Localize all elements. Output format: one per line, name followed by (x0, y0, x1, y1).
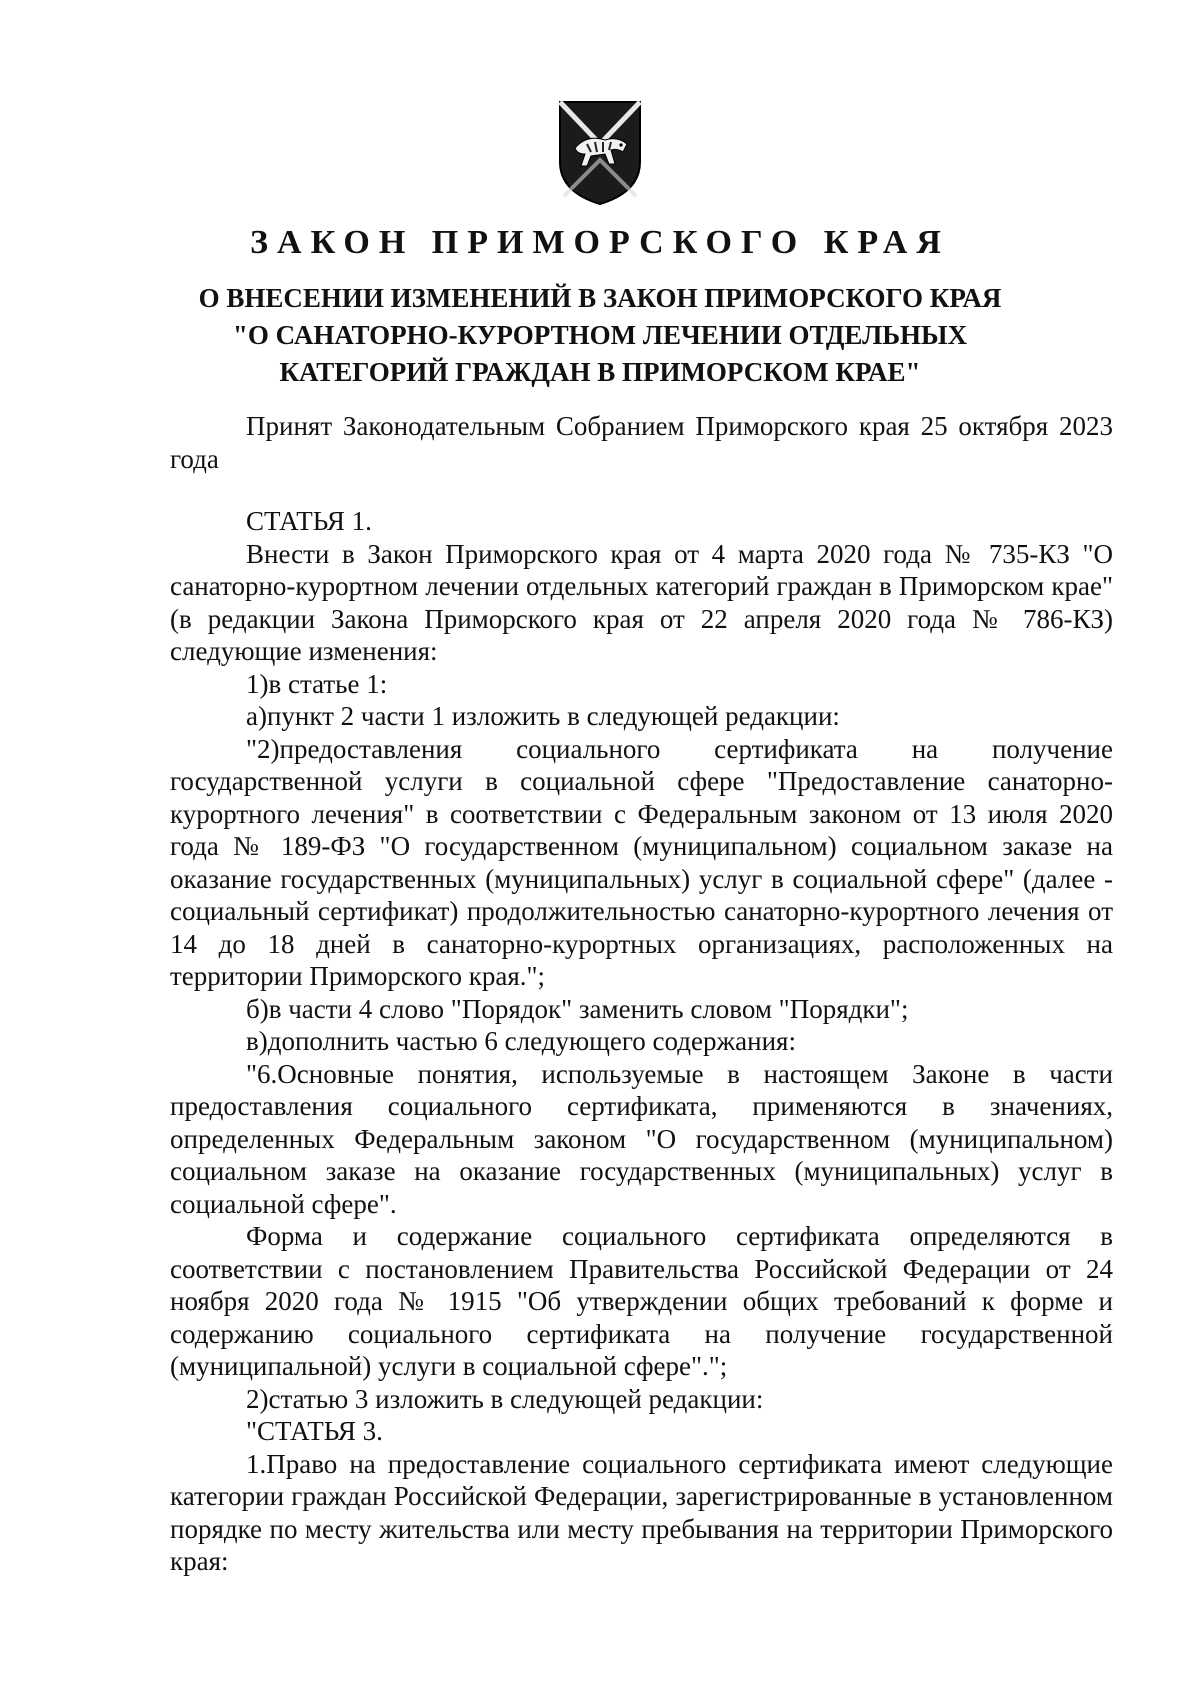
subtitle-line: О ВНЕСЕНИИ ИЗМЕНЕНИЙ В ЗАКОН ПРИМОРСКОГО КРАЯ (198, 283, 1002, 313)
law-title: ЗАКОН ПРИМОРСКОГО КРАЯ (250, 224, 950, 261)
document-body (170, 410, 1113, 1578)
paragraph: 1)в статье 1: (246, 668, 388, 699)
paragraph: а)пункт 2 части 1 изложить в следующей редакции: (246, 701, 840, 731)
paragraph: "6.Основные понятия, используемые в настоящем Законе в части предоставления социального сертификата, применяются в значениях, определенных Федеральным законом "О государственном (муниципальном) социальном заказе на оказание государственных (муниципальных) услуг в социальной сфере". (170, 1058, 1113, 1219)
subtitle-line: КАТЕГОРИЙ ГРАЖДАН В ПРИМОРСКОМ КРАЕ" (279, 357, 921, 387)
paragraph: в)дополнить частью 6 следующего содержания: (246, 1026, 796, 1056)
law-subtitle (0, 280, 1200, 391)
article-heading: СТАТЬЯ 1. (246, 506, 372, 536)
adoption-note: Принят Законодательным Собранием Приморского края 25 октября 2023 года (170, 411, 1113, 474)
article-heading: "СТАТЬЯ 3. (246, 1416, 383, 1446)
paragraph: "2)предоставления социального сертификата на получение государственной услуги в социальной сфере "Предоставление санаторно-курортного лечения" в соответствии с Федеральным законом от 13 июля 2020 года № 189-ФЗ "О государственном (муниципальном) социальном заказе на оказание государственных (муниципальных) услуг в социальной сфере" (далее - социальный сертификат) продолжительностью санаторно-курортного лечения от 14 до 18 дней в санаторно-курортных организациях, расположенных на территории Приморского края."; (170, 733, 1113, 991)
subtitle-line: "О САНАТОРНО-КУРОРТНОМ ЛЕЧЕНИИ ОТДЕЛЬНЫХ (232, 320, 968, 350)
paragraph: Внести в Закон Приморского края от 4 марта 2020 года № 735-КЗ "О санаторно-курортном лечении отдельных категорий граждан в Приморском крае" (в редакции Закона Приморского края от 22 апреля 2020 года № 786-КЗ) следующие изменения: (170, 538, 1113, 666)
paragraph: Форма и содержание социального сертификата определяются в соответствии с постановлением Правительства Российской Федерации от 24 ноября 2020 года № 1915 "Об утверждении общих требований к форме и содержанию социального сертификата на получение государственной (муниципальной) услуги в социальной сфере"."; (170, 1221, 1113, 1381)
coat-of-arms-icon (557, 100, 643, 206)
paragraph: 1.Право на предоставление социального сертификата имеют следующие категории граждан Российской Федерации, зарегистрированные в установленном порядке по месту жительства или месту пребывания на территории Приморского края: (170, 1448, 1113, 1576)
paragraph: б)в части 4 слово "Порядок" заменить словом "Порядки"; (246, 993, 909, 1024)
paragraph: 2)статью 3 изложить в следующей редакции: (246, 1383, 764, 1414)
